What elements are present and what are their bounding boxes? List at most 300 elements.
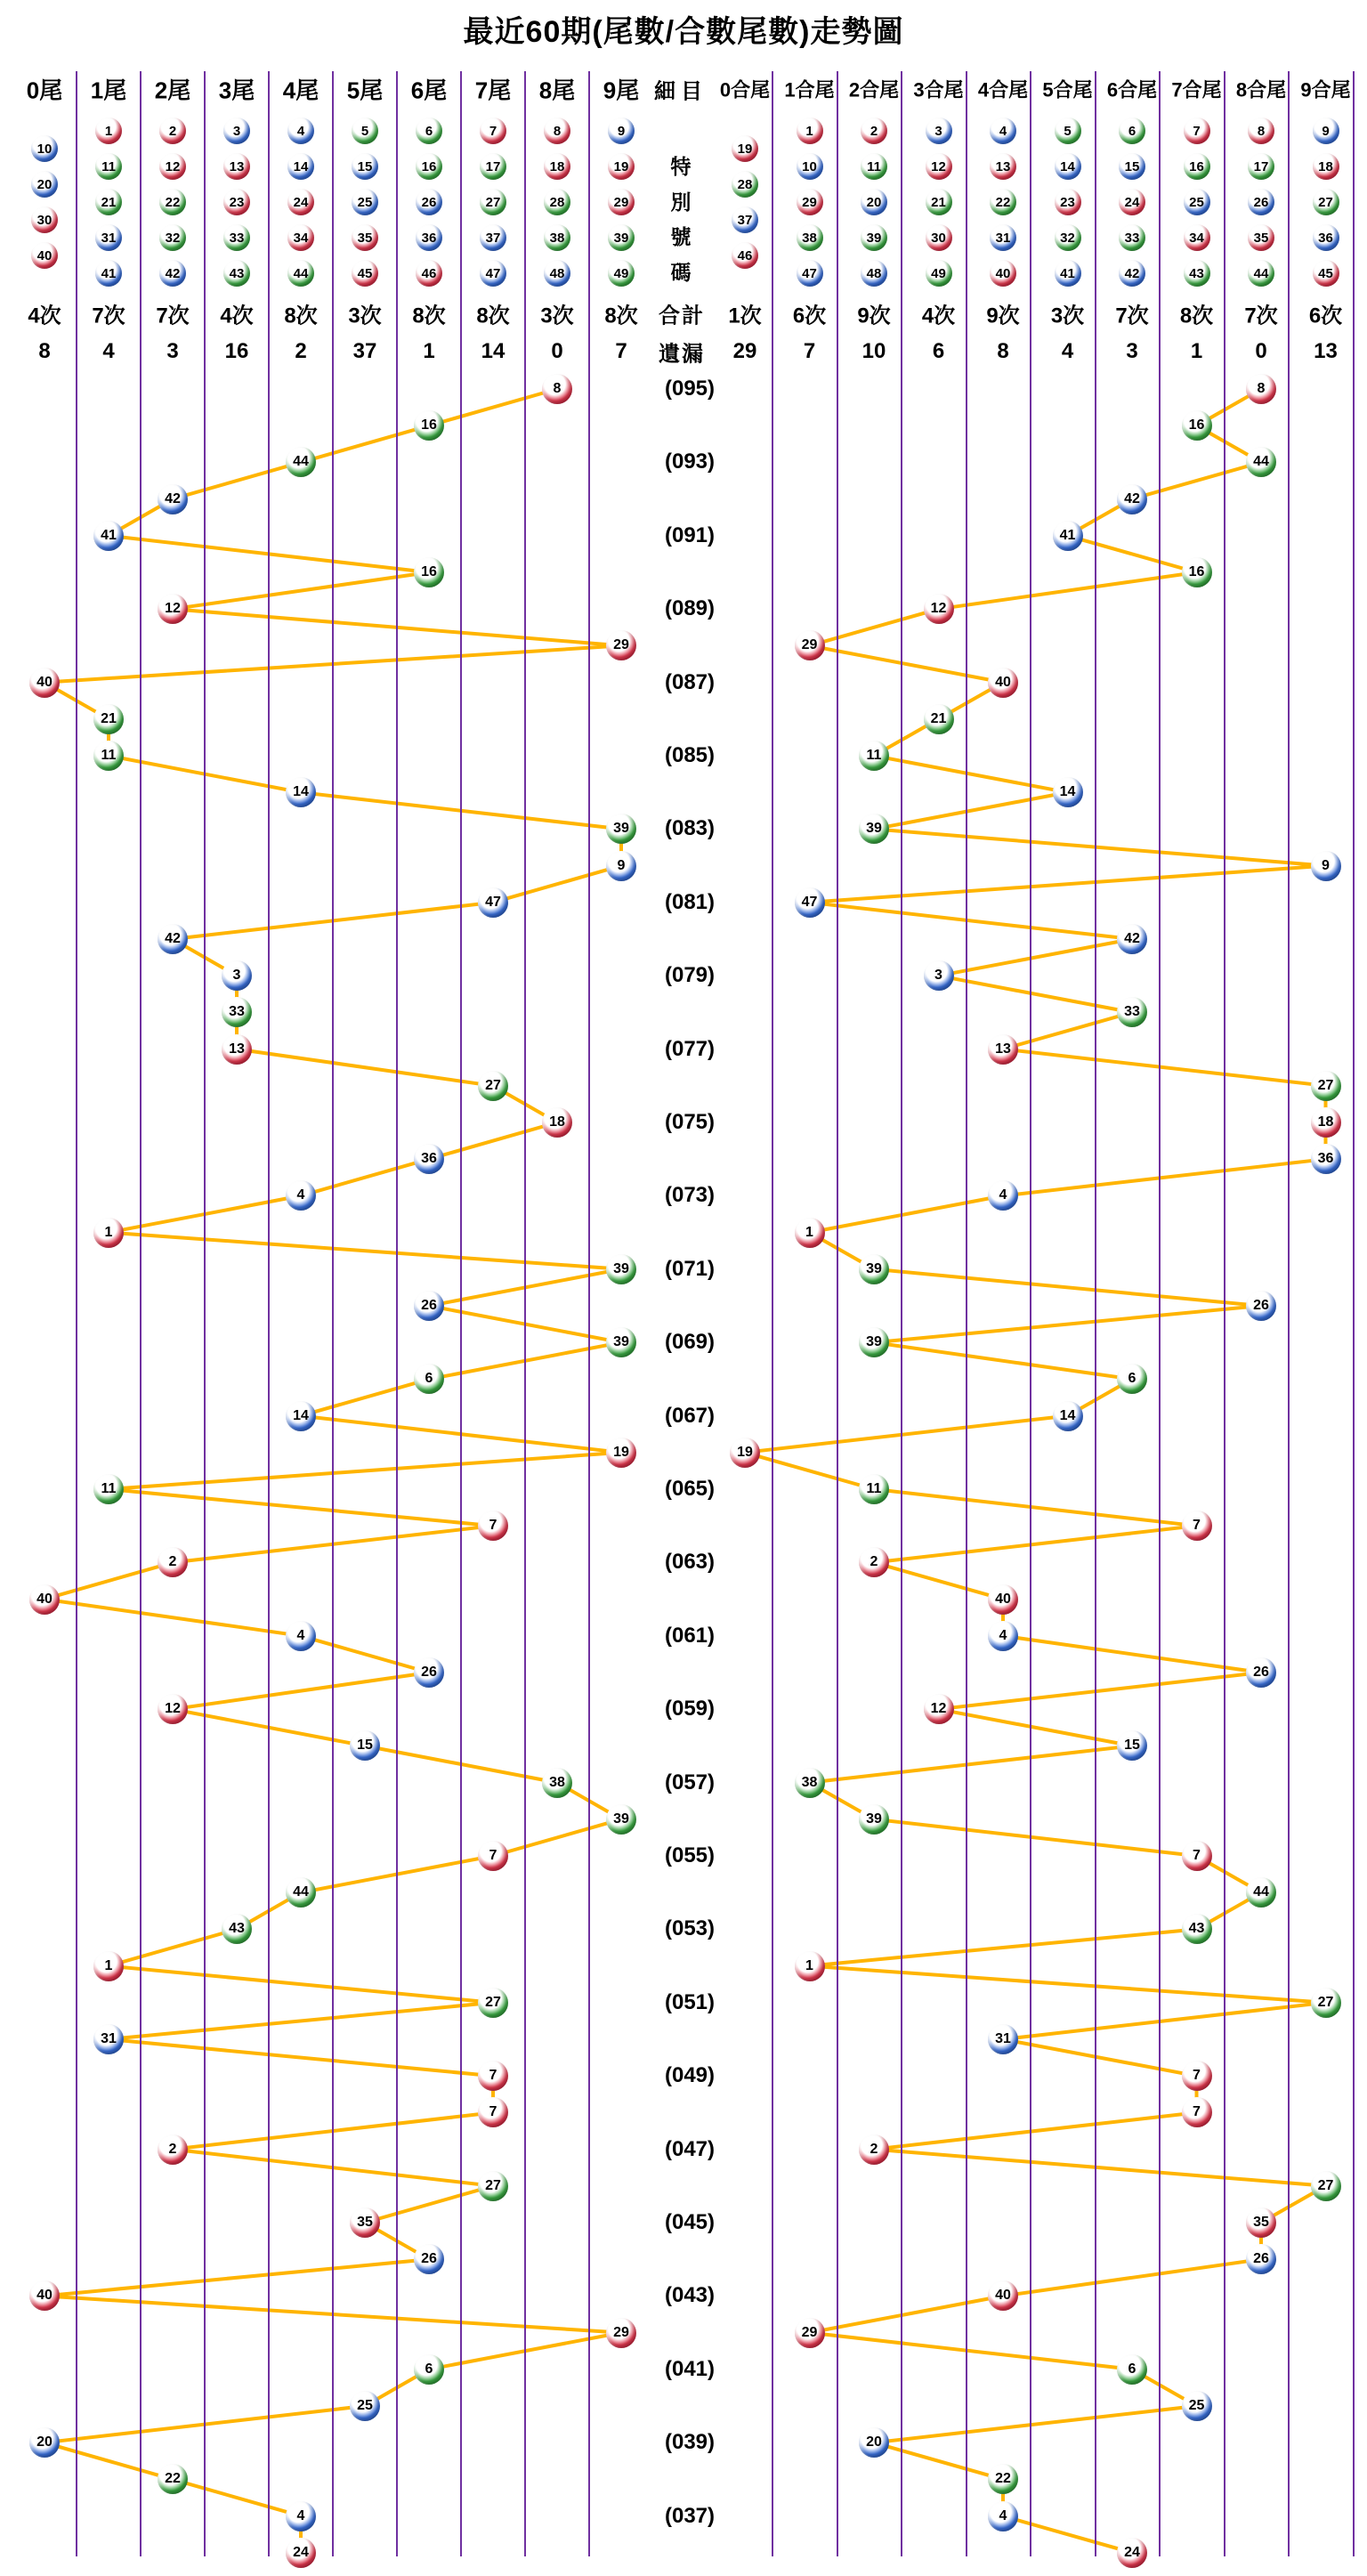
chart-ball-tail: 7 [478,1511,508,1541]
chart-ball-tail: 11 [93,741,124,771]
legend-ball: 47 [797,260,823,287]
miss-value: 14 [481,339,506,363]
legend-ball: 5 [352,117,378,144]
legend-ball: 21 [95,189,122,215]
legend-ball: 39 [608,224,635,251]
chart-ball-sumtail: 11 [859,1474,889,1504]
chart-ball-tail: 6 [414,2354,444,2385]
legend-ball: 10 [31,135,58,162]
chart-ball-sumtail: 25 [1182,2391,1212,2421]
miss-value: 3 [166,339,179,363]
chart-ball-tail: 27 [478,2171,508,2201]
count-label: 7次 [1115,304,1149,328]
chart-ball-sumtail: 44 [1246,447,1276,477]
miss-value: 3 [1126,339,1138,363]
chart-ball-sumtail: 2 [859,1547,889,1577]
legend-ball: 8 [544,117,570,144]
chart-ball-sumtail: 24 [1117,2538,1147,2568]
chart-ball-sumtail: 40 [988,1584,1018,1615]
legend-ball: 16 [1184,153,1210,180]
miss-value: 1 [1190,339,1203,363]
miss-value: 8 [38,339,51,363]
grid-line [966,71,967,2556]
legend-ball: 10 [797,153,823,180]
legend-ball: 26 [416,189,442,215]
trend-line [745,389,1326,2553]
chart-ball-sumtail: 41 [1053,521,1083,551]
chart-ball-tail: 7 [478,2061,508,2091]
legend-ball: 18 [544,153,570,180]
grid-line [1288,71,1290,2556]
chart-ball-tail: 40 [29,2280,60,2311]
period-label: (039) [664,2430,716,2455]
legend-ball: 11 [95,153,122,180]
chart-ball-sumtail: 1 [795,1218,825,1248]
legend-ball: 7 [480,117,506,144]
count-label: 4次 [921,304,956,328]
legend-ball: 21 [926,189,952,215]
legend-ball: 35 [352,224,378,251]
grid-line [204,71,206,2556]
chart-ball-tail: 33 [222,997,252,1027]
legend-ball: 28 [544,189,570,215]
legend-ball: 27 [1313,189,1339,215]
chart-ball-sumtail: 16 [1182,557,1212,587]
legend-ball: 4 [990,117,1016,144]
period-label: (089) [664,596,716,621]
chart-ball-sumtail: 1 [795,1951,825,1981]
chart-ball-tail: 40 [29,1584,60,1615]
chart-ball-tail: 11 [93,1474,124,1504]
grid-line [460,71,462,2556]
chart-ball-tail: 19 [606,1438,636,1468]
chart-ball-sumtail: 19 [730,1438,760,1468]
chart-ball-sumtail: 39 [859,814,889,844]
chart-ball-sumtail: 22 [988,2464,1018,2494]
legend-ball: 2 [159,117,186,144]
count-label: 8次 [1179,304,1214,328]
detail-column-header: 細目 [654,79,708,104]
count-label: 4次 [28,304,61,328]
chart-ball-sumtail: 3 [924,960,954,991]
period-label: (041) [664,2356,716,2381]
period-label: (059) [664,1697,716,1721]
column-header-2-tail: 2尾 [154,77,191,104]
legend-ball: 37 [480,224,506,251]
chart-ball-sumtail: 13 [988,1034,1018,1065]
grid-line [396,71,398,2556]
chart-ball-sumtail: 42 [1117,924,1147,954]
chart-ball-tail: 1 [93,1218,124,1248]
chart-ball-sumtail: 14 [1053,777,1083,807]
legend-ball: 28 [732,171,758,198]
period-label: (063) [664,1550,716,1575]
page-title: 最近60期(尾數/合數尾數)走勢圖 [463,15,904,49]
legend-ball: 19 [608,153,635,180]
column-header-5-tail: 5尾 [346,77,384,104]
count-label: 9次 [857,304,891,328]
miss-value: 13 [1314,339,1338,363]
chart-ball-sumtail: 39 [859,1804,889,1835]
miss-value: 4 [1061,339,1074,363]
legend-ball: 40 [31,242,58,269]
grid-line [837,71,838,2556]
legend-ball: 20 [861,189,887,215]
legend-ball: 43 [223,260,250,287]
legend-ball: 17 [480,153,506,180]
grid-line [588,71,590,2556]
chart-ball-tail: 16 [414,557,444,587]
legend-ball: 42 [1119,260,1145,287]
chart-ball-sumtail: 33 [1117,997,1147,1027]
legend-ball: 38 [797,224,823,251]
column-header-1-tail: 1尾 [90,77,127,104]
chart-ball-tail: 12 [158,594,188,624]
miss-value: 4 [102,339,115,363]
chart-ball-sumtail: 40 [988,2280,1018,2311]
legend-ball: 30 [31,207,58,233]
legend-ball: 29 [797,189,823,215]
period-label: (095) [664,377,716,401]
grid-line [268,71,270,2556]
chart-ball-sumtail: 27 [1311,1988,1341,2018]
legend-ball: 22 [159,189,186,215]
chart-ball-sumtail: 6 [1117,2354,1147,2385]
legend-ball: 13 [223,153,250,180]
chart-ball-tail: 9 [606,851,636,881]
legend-ball: 15 [352,153,378,180]
chart-ball-tail: 41 [93,521,124,551]
column-header-1-sumtail: 1合尾 [784,78,835,101]
column-header-5-sumtail: 5合尾 [1042,78,1093,101]
chart-ball-tail: 44 [286,447,316,477]
miss-value: 7 [803,339,816,363]
legend-ball: 12 [159,153,186,180]
grid-line [140,71,142,2556]
grid-line [1159,71,1161,2556]
chart-ball-tail: 47 [478,887,508,918]
legend-ball: 13 [990,153,1016,180]
legend-ball: 20 [31,171,58,198]
legend-ball: 42 [159,260,186,287]
chart-ball-tail: 24 [286,2538,316,2568]
period-label: (061) [664,1623,716,1648]
chart-ball-tail: 36 [414,1144,444,1174]
legend-ball: 36 [416,224,442,251]
legend-ball: 44 [287,260,314,287]
chart-ball-sumtail: 27 [1311,1071,1341,1101]
chart-ball-tail: 15 [350,1730,380,1761]
legend-ball: 26 [1248,189,1274,215]
period-label: (069) [664,1330,716,1355]
chart-ball-sumtail: 31 [988,2024,1018,2054]
grid-line [1224,71,1225,2556]
chart-ball-sumtail: 2 [859,2135,889,2165]
column-header-2-sumtail: 2合尾 [848,78,900,101]
legend-ball: 25 [1184,189,1210,215]
period-label: (049) [664,2063,716,2088]
period-label: (083) [664,816,716,841]
chart-ball-sumtail: 26 [1246,2244,1276,2274]
legend-ball: 44 [1248,260,1274,287]
special-number-label: 特 別 號 碼 [670,155,692,284]
legend-ball: 7 [1184,117,1210,144]
legend-ball: 34 [1184,224,1210,251]
grid-line [1353,71,1355,2556]
legend-ball: 38 [544,224,570,251]
column-header-6-sumtail: 6合尾 [1106,78,1158,101]
chart-ball-sumtail: 7 [1182,2061,1212,2091]
legend-ball: 29 [608,189,635,215]
count-label: 7次 [156,304,190,328]
chart-ball-tail: 31 [93,2024,124,2054]
legend-ball: 15 [1119,153,1145,180]
count-label: 8次 [604,304,638,328]
chart-ball-tail: 2 [158,1547,188,1577]
chart-ball-sumtail: 39 [859,1327,889,1357]
chart-ball-sumtail: 47 [795,887,825,918]
chart-ball-sumtail: 36 [1311,1144,1341,1174]
chart-ball-sumtail: 12 [924,1694,954,1724]
legend-ball: 3 [223,117,250,144]
chart-ball-sumtail: 38 [795,1768,825,1798]
column-header-8-tail: 8尾 [538,77,576,104]
chart-ball-tail: 1 [93,1951,124,1981]
grid-line [332,71,334,2556]
legend-ball: 32 [1055,224,1081,251]
chart-ball-sumtail: 43 [1182,1914,1212,1944]
chart-ball-tail: 27 [478,1988,508,2018]
legend-ball: 19 [732,135,758,162]
chart-ball-sumtail: 27 [1311,2171,1341,2201]
chart-ball-sumtail: 6 [1117,1364,1147,1394]
count-label: 8次 [284,304,318,328]
chart-ball-tail: 16 [414,410,444,441]
chart-ball-tail: 42 [158,924,188,954]
chart-ball-sumtail: 12 [924,594,954,624]
legend-ball: 1 [95,117,122,144]
legend-ball: 14 [1055,153,1081,180]
chart-ball-sumtail: 9 [1311,851,1341,881]
legend-ball: 25 [352,189,378,215]
legend-ball: 34 [287,224,314,251]
grid-line [76,71,77,2556]
grid-line [524,71,526,2556]
legend-ball: 18 [1313,153,1339,180]
miss-value: 2 [295,339,307,363]
legend-ball: 36 [1313,224,1339,251]
period-label: (043) [664,2283,716,2308]
period-label: (071) [664,1256,716,1281]
chart-ball-tail: 2 [158,2135,188,2165]
column-header-4-sumtail: 4合尾 [977,78,1029,101]
legend-ball: 30 [926,224,952,251]
legend-ball: 41 [1055,260,1081,287]
legend-ball: 9 [1313,117,1339,144]
chart-ball-sumtail: 35 [1246,2207,1276,2238]
grid-line [772,71,773,2556]
miss-value: 10 [861,339,886,363]
chart-ball-sumtail: 26 [1246,1657,1276,1688]
legend-ball: 4 [287,117,314,144]
count-label: 7次 [1244,304,1278,328]
chart-ball-sumtail: 39 [859,1254,889,1284]
chart-ball-sumtail: 18 [1311,1107,1341,1138]
chart-ball-tail: 4 [286,1621,316,1651]
legend-ball: 33 [223,224,250,251]
count-label: 9次 [986,304,1020,328]
chart-ball-tail: 12 [158,1694,188,1724]
legend-ball: 40 [990,260,1016,287]
legend-ball: 9 [608,117,635,144]
chart-ball-sumtail: 7 [1182,1841,1212,1871]
legend-ball: 43 [1184,260,1210,287]
chart-ball-tail: 22 [158,2464,188,2494]
period-label: (055) [664,1843,716,1867]
period-label: (085) [664,743,716,767]
count-label: 8次 [476,304,510,328]
legend-ball: 2 [861,117,887,144]
chart-ball-tail: 35 [350,2207,380,2238]
period-label: (093) [664,450,716,474]
chart-ball-tail: 39 [606,1327,636,1357]
period-label: (053) [664,1916,716,1941]
column-header-3-sumtail: 3合尾 [913,78,964,101]
chart-ball-tail: 8 [542,374,572,404]
column-header-7-tail: 7尾 [474,77,512,104]
chart-ball-sumtail: 14 [1053,1401,1083,1431]
chart-ball-tail: 26 [414,1657,444,1688]
legend-ball: 8 [1248,117,1274,144]
count-label: 4次 [220,304,254,328]
period-label: (073) [664,1183,716,1208]
legend-ball: 1 [797,117,823,144]
count-label: 3次 [1050,304,1085,328]
miss-value: 16 [224,339,249,363]
miss-value: 29 [732,339,757,363]
legend-ball: 16 [416,153,442,180]
chart-ball-tail: 3 [222,960,252,991]
count-label: 8次 [412,304,446,328]
legend-ball: 33 [1119,224,1145,251]
period-label: (045) [664,2210,716,2234]
count-label: 3次 [348,304,382,328]
column-header-0-tail: 0尾 [26,77,63,104]
chart-ball-tail: 38 [542,1768,572,1798]
legend-ball: 32 [159,224,186,251]
period-label: (075) [664,1110,716,1134]
chart-ball-tail: 43 [222,1914,252,1944]
column-header-7-sumtail: 7合尾 [1171,78,1222,101]
chart-ball-tail: 29 [606,630,636,660]
chart-ball-tail: 42 [158,484,188,514]
chart-ball-tail: 18 [542,1107,572,1138]
legend-ball: 5 [1055,117,1081,144]
legend-ball: 23 [223,189,250,215]
chart-ball-sumtail: 40 [988,668,1018,698]
chart-ball-sumtail: 20 [859,2427,889,2458]
legend-ball: 39 [861,224,887,251]
chart-ball-tail: 4 [286,2501,316,2531]
count-label: 6次 [792,304,827,328]
miss-value: 0 [1255,339,1267,363]
legend-ball: 14 [287,153,314,180]
legend-ball: 41 [95,260,122,287]
chart-ball-sumtail: 29 [795,2318,825,2348]
chart-ball-tail: 39 [606,1804,636,1835]
legend-ball: 23 [1055,189,1081,215]
legend-ball: 22 [990,189,1016,215]
legend-ball: 31 [990,224,1016,251]
miss-value: 7 [615,339,627,363]
period-label: (051) [664,1989,716,2014]
chart-ball-tail: 26 [414,1291,444,1321]
chart-ball-tail: 14 [286,777,316,807]
legend-ball: 11 [861,153,887,180]
column-header-4-tail: 4尾 [282,77,320,104]
chart-ball-tail: 39 [606,814,636,844]
chart-ball-tail: 14 [286,1401,316,1431]
legend-ball: 37 [732,207,758,233]
legend-ball: 24 [287,189,314,215]
legend-ball: 47 [480,260,506,287]
legend-ball: 27 [480,189,506,215]
legend-ball: 48 [861,260,887,287]
miss-value: 6 [932,339,945,363]
chart-ball-sumtail: 4 [988,1180,1018,1211]
period-label: (037) [664,2503,716,2528]
grid-line [1030,71,1031,2556]
legend-ball: 12 [926,153,952,180]
period-label: (067) [664,1403,716,1428]
chart-ball-tail: 26 [414,2244,444,2274]
legend-ball: 49 [608,260,635,287]
period-label: (091) [664,522,716,547]
chart-ball-tail: 20 [29,2427,60,2458]
legend-ball: 49 [926,260,952,287]
chart-ball-sumtail: 16 [1182,410,1212,441]
chart-ball-tail: 29 [606,2318,636,2348]
chart-ball-sumtail: 29 [795,630,825,660]
column-header-6-tail: 6尾 [410,77,448,104]
count-label: 1次 [728,304,762,328]
legend-ball: 6 [416,117,442,144]
count-label: 6次 [1308,304,1343,328]
column-header-0-sumtail: 0合尾 [719,78,771,101]
chart-ball-sumtail: 42 [1117,484,1147,514]
totals-label: 合計 [659,304,705,328]
legend-ball: 24 [1119,189,1145,215]
legend-ball: 17 [1248,153,1274,180]
chart-ball-tail: 40 [29,668,60,698]
legend-ball: 46 [416,260,442,287]
miss-value: 8 [997,339,1009,363]
grid-line [1095,71,1096,2556]
column-header-9-tail: 9尾 [603,77,640,104]
chart-ball-tail: 39 [606,1254,636,1284]
legend-ball: 48 [544,260,570,287]
chart-ball-tail: 6 [414,1364,444,1394]
chart-ball-tail: 4 [286,1180,316,1211]
legend-ball: 45 [352,260,378,287]
miss-value: 37 [352,339,377,363]
chart-ball-sumtail: 11 [859,741,889,771]
period-label: (047) [664,2136,716,2161]
legend-ball: 6 [1119,117,1145,144]
chart-ball-tail: 44 [286,1877,316,1908]
count-label: 3次 [540,304,574,328]
chart-ball-sumtail: 15 [1117,1730,1147,1761]
